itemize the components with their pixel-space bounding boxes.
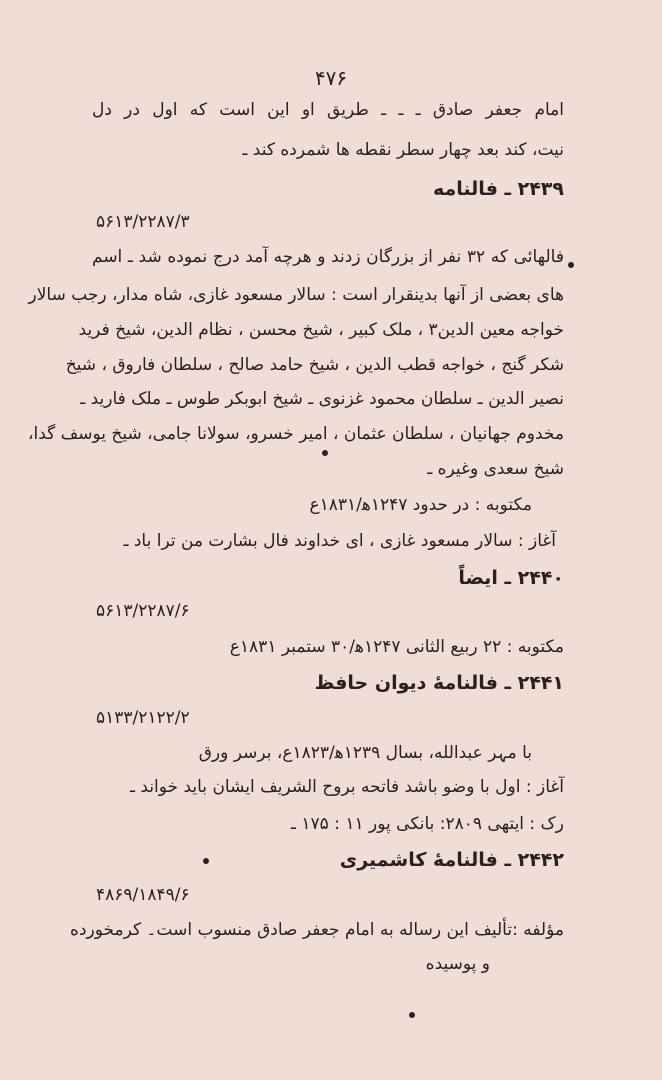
entry-body-line: نصیر الدین ـ سلطان محمود غزنوی ـ شیخ ابوبکر طوس ـ ملک فارید ـ — [80, 389, 564, 409]
entry-title: ۲۴۴۰ ـ ایضاً — [458, 567, 564, 589]
page-number: ۴۷۶ — [314, 66, 348, 90]
intro-line-1: امام جعفر صادق ـ ـ ـ طریق او این است که اول در دل — [92, 100, 564, 120]
manuscript-number: ۴۸۶۹/۱۸۴۹/۶ — [96, 885, 190, 905]
aghaz-line: آغاز : سالار مسعود غازی ، ای خداوند فال بشارت من ترا باد ـ — [123, 531, 556, 551]
intro-line-2: نیت، کند بعد چهار سطر نقطه ها شمرده کند ـ — [242, 140, 564, 160]
entry-title: ۲۴۴۲ ـ فالنامۀ کاشمیری — [339, 849, 564, 871]
ink-dot — [568, 262, 574, 268]
entry-body-line: مخدوم جهانیان ، سلطان عثمان ، امیر خسرو، سولانا جامی، شیخ یوسف گدا، — [28, 424, 564, 444]
muallif-line: و پوسیده — [425, 954, 490, 974]
manuscript-number: ۵۱۳۳/۲۱۲۲/۲ — [96, 708, 190, 728]
entry-title: ۲۴۳۹ ـ فالنامه — [433, 178, 564, 200]
rak-line: رک : ایتهی ۲۸۰۹: بانکی پور ۱۱ : ۱۷۵ ـ — [291, 814, 564, 834]
entry-title: ۲۴۴۱ ـ فالنامۀ دیوان حافظ — [314, 672, 564, 694]
maktuba-line: مکتوبه : ۲۲ ربیع الثانی ۱۲۴۷ﻫ/۳۰ ستمبر ۱۸۳۱ع — [229, 637, 564, 657]
ink-dot — [409, 1012, 415, 1018]
entry-body-line: خواجه معین الدین۳ ، ملک کبیر ، شیخ محسن ، نظام الدین، شیخ فرید — [78, 320, 564, 340]
entry-body-line: شکر گنج ، خواجه قطب الدین ، شیخ حامد صالح ، سلطان فاروق ، شیخ — [65, 355, 564, 375]
manuscript-number: ۵۶۱۳/۲۲۸۷/۳ — [96, 212, 190, 232]
entry-body-line: های بعضی از آنها بدینقرار است : سالار مسعود غازی، شاه مدار، رجب سالار — [28, 285, 564, 305]
aghaz-line: آغاز : اول با وضو باشد فاتحه بروح الشریف ایشان باید خواند ـ — [130, 777, 564, 797]
entry-body-line: شیخ سعدی وغیره ـ — [427, 459, 564, 479]
manuscript-number: ۵۶۱۳/۲۲۸۷/۶ — [96, 601, 190, 621]
maktuba-line: مکتوبه :‌ در حدود ۱۲۴۷ﻫ/۱۸۳۱ع — [309, 495, 532, 515]
muallif-line: مؤلفه :تألیف این رساله به امام جعفر صادق منسوب است۔ کرمخورده — [70, 920, 564, 940]
ink-dot — [322, 450, 328, 456]
ink-dot — [203, 858, 209, 864]
seal-line: با مہر عبدالله، بسال ۱۲۳۹ﻫ/۱۸۲۳ع، برسر ورق — [198, 743, 532, 763]
entry-body-line: فالهائی که ۳۲ نفر از بزرگان زدند و هرچه آمد درج نموده شد ـ اسم — [92, 247, 564, 267]
